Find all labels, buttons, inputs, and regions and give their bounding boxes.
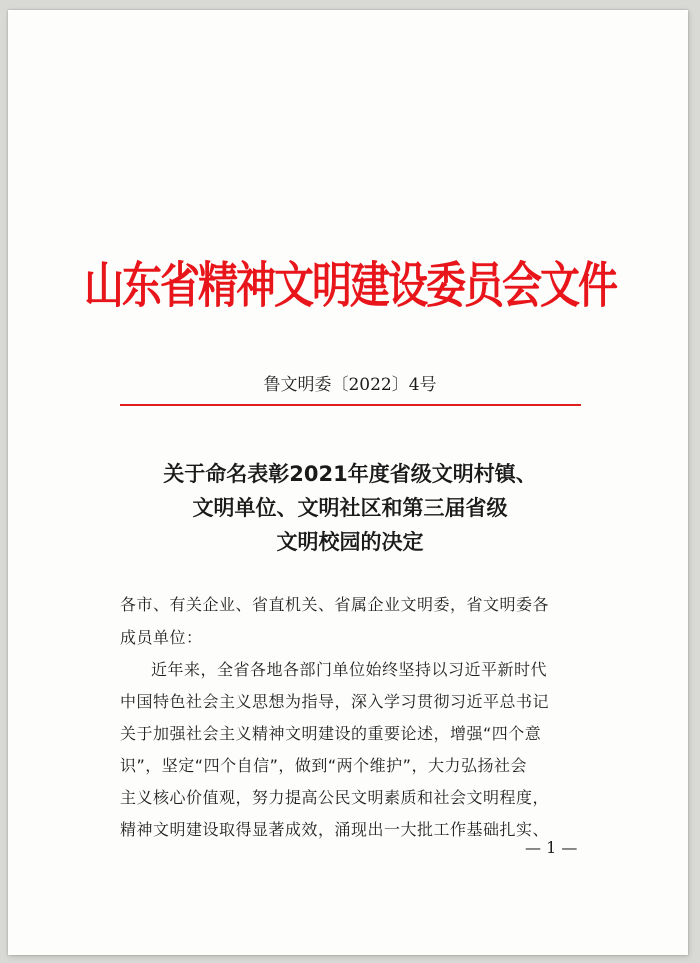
- document-header-title: 山东省精神文明建设委员会文件: [84, 257, 616, 315]
- document-number: 鲁文明委〔2022〕4号: [263, 375, 437, 395]
- red-separator-rule: [120, 404, 581, 406]
- body-line-2: 成员单位：: [120, 628, 203, 647]
- document-title-line-1: 关于命名表彰2021年度省级文明村镇、: [163, 462, 537, 486]
- body-line-5: 关于加强社会主义精神文明建设的重要论述，增强“四个意: [120, 724, 542, 743]
- body-line-4: 中国特色社会主义思想为指导，深入学习贯彻习近平总书记: [120, 692, 550, 711]
- body-line-7: 主义核心价值观，努力提高公民文明素质和社会文明程度，: [120, 788, 550, 807]
- document-title-line-3: 文明校园的决定: [276, 530, 424, 554]
- body-line-6: 识”，坚定“四个自信”，做到“两个维护”，大力弘扬社会: [120, 756, 527, 775]
- document-title-line-2: 文明单位、文明社区和第三届省级: [192, 496, 508, 520]
- body-line-8: 精神文明建设取得显著成效，涌现出一大批工作基础扎实、: [120, 820, 550, 839]
- page-number: — 1 —: [525, 838, 578, 857]
- body-line-1: 各市、有关企业、省直机关、省属企业文明委，省文明委各: [120, 595, 550, 614]
- body-line-3: 近年来，全省各地各部门单位始终坚持以习近平新时代: [151, 660, 548, 679]
